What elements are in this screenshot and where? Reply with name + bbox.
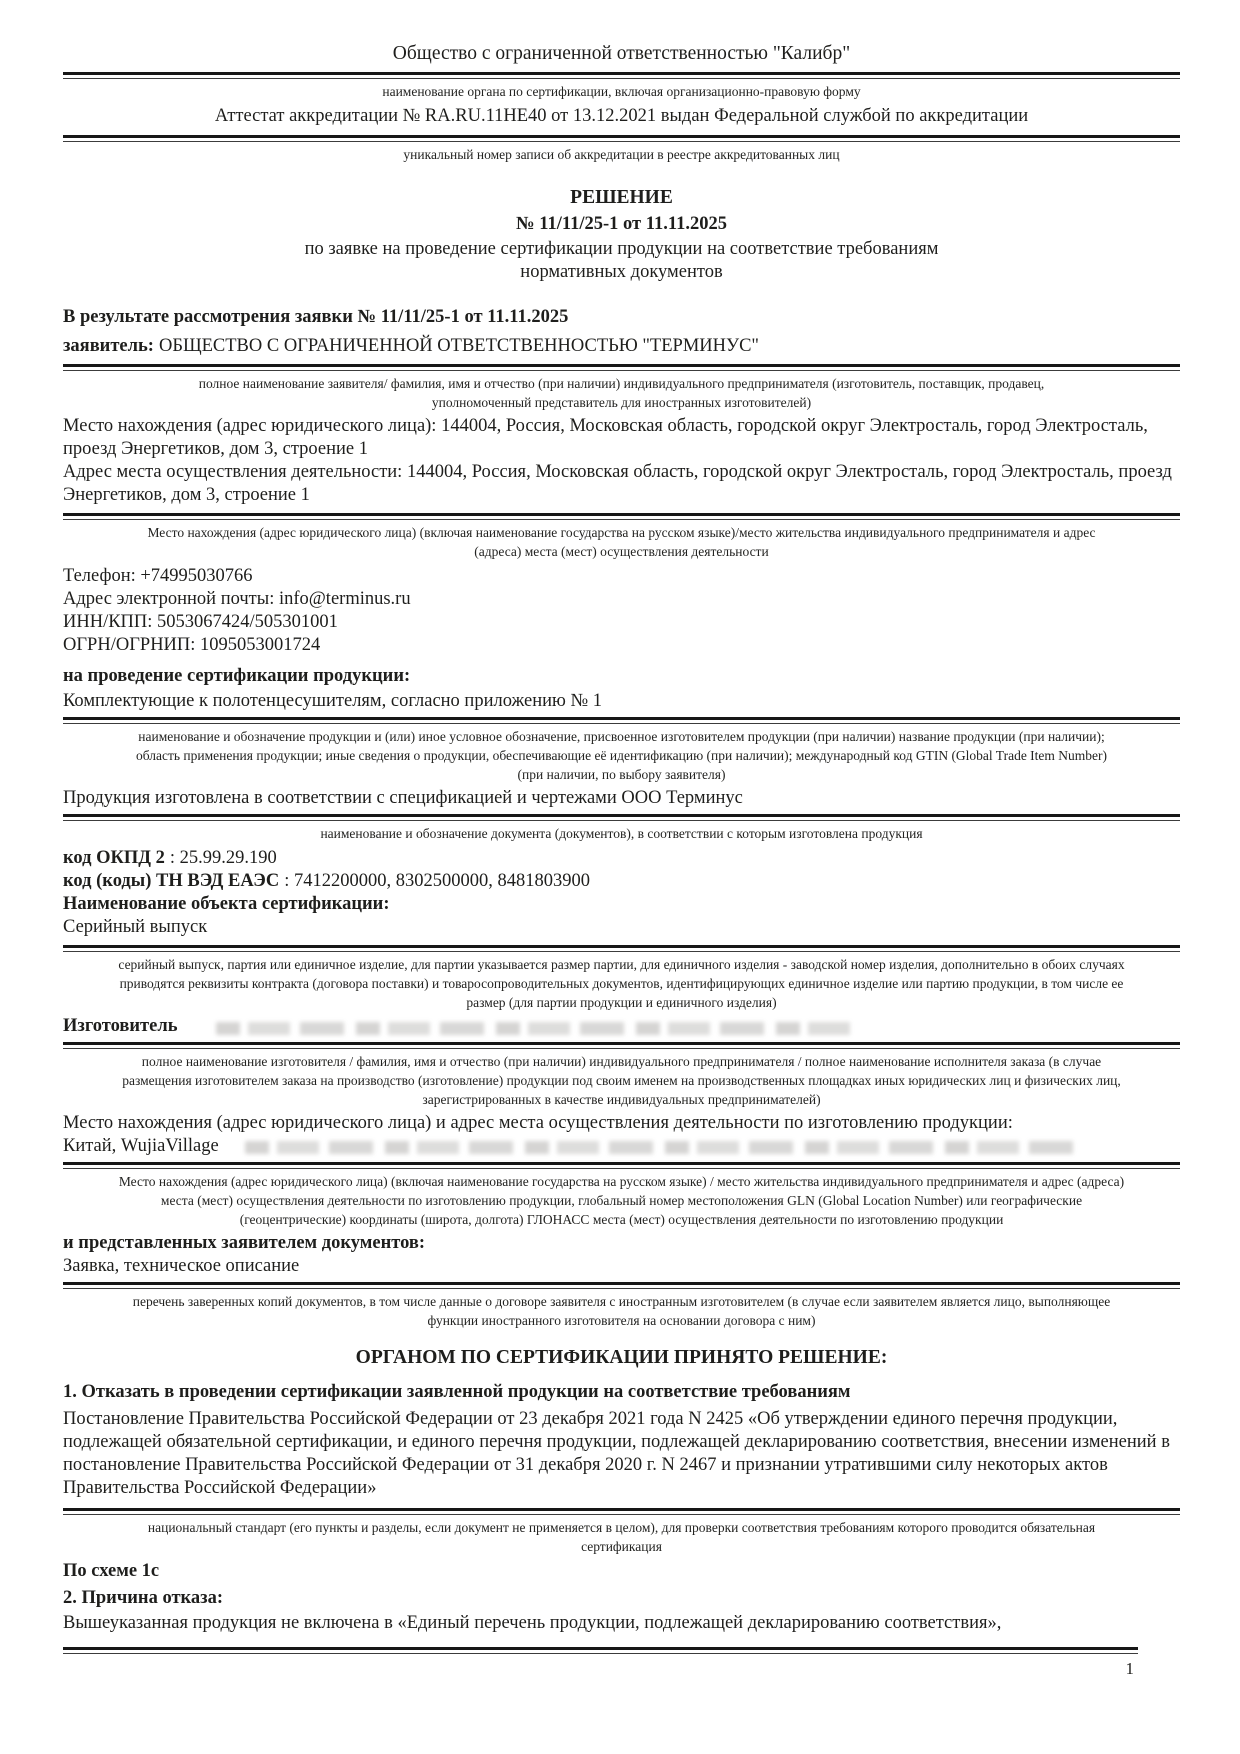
double-rule: [63, 513, 1180, 520]
okpd-line: [63, 847, 1180, 870]
decision-item2-text: Вышеуказанная продукция не включена в «Единый перечень продукции, подлежащей декларированию соответствия»,: [63, 1613, 1002, 1633]
accreditation-note: уникальный номер записи об аккредитации в реестре аккредитованных лиц: [403, 147, 840, 162]
org-name-note: наименование органа по сертификации, включая организационно-правовую форму: [382, 84, 861, 99]
decision-heading: ОРГАНОМ ПО СЕРТИФИКАЦИИ ПРИНЯТО РЕШЕНИЕ:: [355, 1347, 888, 1368]
documents-value: Заявка, техническое описание: [63, 1256, 300, 1276]
doc-number: № 11/11/25-1 от 11.11.2025: [516, 214, 727, 234]
documents-note: перечень заверенных копий документов, в том числе данные о договоре заявителя с иностранным изготовителем (в случае если заявителем является лицо, выполняющее функции иностранного изготовителя на основании договора с ним): [132, 1294, 1111, 1328]
decision-scheme: По схеме 1с: [63, 1561, 160, 1581]
doc-subtitle-2: нормативных документов: [520, 262, 723, 282]
phone-line: Телефон: +74995030766: [63, 566, 253, 586]
ghost-text-artifact: [245, 1141, 1075, 1154]
manufacturer-address-value-line: [63, 1135, 1180, 1158]
documents-label: и представленных заявителем документов:: [63, 1233, 426, 1253]
activity-address: Адрес места осуществления деятельности: 144004, Россия, Московская область, городской округ Электросталь, город Электросталь, проезд Энергетиков, дом 3, строение 1: [63, 462, 1172, 505]
product-section-label: на проведение сертификации продукции:: [63, 666, 411, 686]
product-name-note: наименование и обозначение продукции и (или) иное условное обозначение, присвоенное изготовителем продукции (при наличии) название продукции (при наличии); область применения продукции; иные сведения о продукции, обеспечивающие её идентификацию (при наличии); международный код GTIN (Global Trade Item Number) (при наличии, по выбору заявителя): [135, 729, 1108, 782]
ghost-text-artifact: [216, 1022, 856, 1035]
doc-subtitle-1: по заявке на проведение сертификации продукции на соответствие требованиям: [304, 239, 939, 259]
cert-object-value: Серийный выпуск: [63, 917, 208, 937]
page-number: 1: [1125, 1659, 1134, 1678]
cert-object-note: серийный выпуск, партия или единичное изделие, для партии указывается размер партии, для единичного изделия - заводской номер изделия, дополнительно в обоих случаях приводятся реквизиты контракта (договора поставки) и товаросопроводительных документов, идентифицирующих единичное изделие или партию продукции, в том числе ее размер (для партии продукции и единичного изделия): [118, 957, 1125, 1010]
okpd-label: код ОКПД 2: [63, 848, 165, 868]
inn-kpp-line: ИНН/КПП: 5053067424/505301001: [63, 612, 338, 632]
tnved-value: : 7412200000, 8302500000, 8481803900: [284, 871, 590, 891]
tnved-line: [63, 870, 1180, 893]
double-rule: [63, 1162, 1180, 1169]
double-rule: [63, 1042, 1180, 1049]
tnved-label: код (коды) ТН ВЭД ЕАЭС: [63, 871, 280, 891]
applicant-value: ОБЩЕСТВО С ОГРАНИЧЕННОЙ ОТВЕТСТВЕННОСТЬЮ "ТЕРМИНУС": [158, 336, 759, 356]
okpd-value: : 25.99.29.190: [169, 848, 277, 868]
manufacturer-label: Изготовитель: [63, 1016, 178, 1036]
decision-item2-label: 2. Причина отказа:: [63, 1588, 224, 1608]
doc-title: РЕШЕНИЕ: [570, 187, 673, 208]
double-rule: [63, 1508, 1180, 1515]
double-rule: [63, 135, 1180, 142]
legal-address: Место нахождения (адрес юридического лица): 144004, Россия, Московская область, городской округ Электросталь, город Электросталь, проезд Энергетиков, дом 3, строение 1: [63, 416, 1148, 459]
email-line: Адрес электронной почты: info@terminus.ru: [63, 589, 411, 609]
product-name: Комплектующие к полотенцесушителям, согласно приложению № 1: [63, 691, 603, 711]
manufacturer-address-line: Место нахождения (адрес юридического лица) и адрес места осуществления деятельности по изготовлению продукции:: [63, 1113, 1013, 1133]
double-rule: [63, 945, 1180, 952]
decision-item1-note: национальный стандарт (его пункты и разделы, если документ не применяется в целом), для проверки соответствия требованиям которого проводится обязательная сертификация: [147, 1520, 1096, 1554]
decision-item1-text: Постановление Правительства Российской Федерации от 23 декабря 2021 года N 2425 «Об утверждении единого перечня продукции, подлежащей обязательной сертификации, и единого перечня продукции, подлежащей декларированию соответствия, внесении изменений в постановление Правительства Российской Федерации от 31 декабря 2020 г. N 2467 и признании утратившими силу некоторых актов Правительства Российской Федерации»: [63, 1409, 1170, 1498]
product-doc-note: наименование и обозначение документа (документов), в соответствии с которым изготовлена продукция: [320, 826, 923, 841]
applicant-line: [63, 335, 1180, 358]
double-rule: [63, 364, 1180, 371]
manufacturer-note: полное наименование изготовителя / фамилия, имя и отчество (при наличии) индивидуального предпринимателя / полное наименование исполнителя заказа (в случае размещения изготовителем заказа на производство (изготовление) продукции под своим именем на производственных площадках иных юридических лиц и физических лиц, зарегистрированных в качестве индивидуальных предпринимателей): [122, 1054, 1121, 1107]
manufacturer-address-value: Китай, WujiaVillage: [63, 1136, 219, 1156]
applicant-label: заявитель:: [63, 336, 154, 356]
address-note: Место нахождения (адрес юридического лица) (включая наименование государства на русском языке)/место жительства индивидуального предпринимателя и адрес (адреса) места (мест) осуществления деятельности: [147, 525, 1096, 559]
double-rule: [63, 72, 1180, 79]
double-rule-footer: [63, 1647, 1138, 1654]
org-name: Общество с ограниченной ответственностью "Калибр": [392, 43, 851, 64]
applicant-note: полное наименование заявителя/ фамилия, имя и отчество (при наличии) индивидуального предпринимателя (изготовитель, поставщик, продавец, уполномоченный представитель для иностранных изготовителей): [198, 376, 1045, 410]
manufacturer-line: [63, 1015, 1180, 1038]
ogrn-line: ОГРН/ОГРНИП: 1095053001724: [63, 635, 321, 655]
double-rule: [63, 1282, 1180, 1289]
double-rule: [63, 814, 1180, 821]
product-made-line: Продукция изготовлена в соответствии с спецификацией и чертежами ООО Терминус: [63, 788, 743, 808]
accreditation-line: Аттестат аккредитации № RA.RU.11НЕ40 от 13.12.2021 выдан Федеральной службой по аккредитации: [214, 106, 1029, 126]
double-rule: [63, 717, 1180, 724]
manufacturer-address-note: Место нахождения (адрес юридического лица) (включая наименование государства на русском языке) / место жительства индивидуального предпринимателя и адрес (адреса) места (мест) осуществления деятельности по изготовлению продукции, глобальный номер местоположения GLN (Global Location Number) или географические (геоцентрические) координаты (широта, долгота) ГЛОНАСС места (мест) осуществления деятельности по изготовлению продукции: [118, 1174, 1125, 1227]
cert-object-label: Наименование объекта сертификации:: [63, 894, 390, 914]
result-line: В результате рассмотрения заявки № 11/11/25-1 от 11.11.2025: [63, 307, 569, 327]
decision-item1-label: 1. Отказать в проведении сертификации заявленной продукции на соответствие требованиям: [63, 1382, 851, 1402]
